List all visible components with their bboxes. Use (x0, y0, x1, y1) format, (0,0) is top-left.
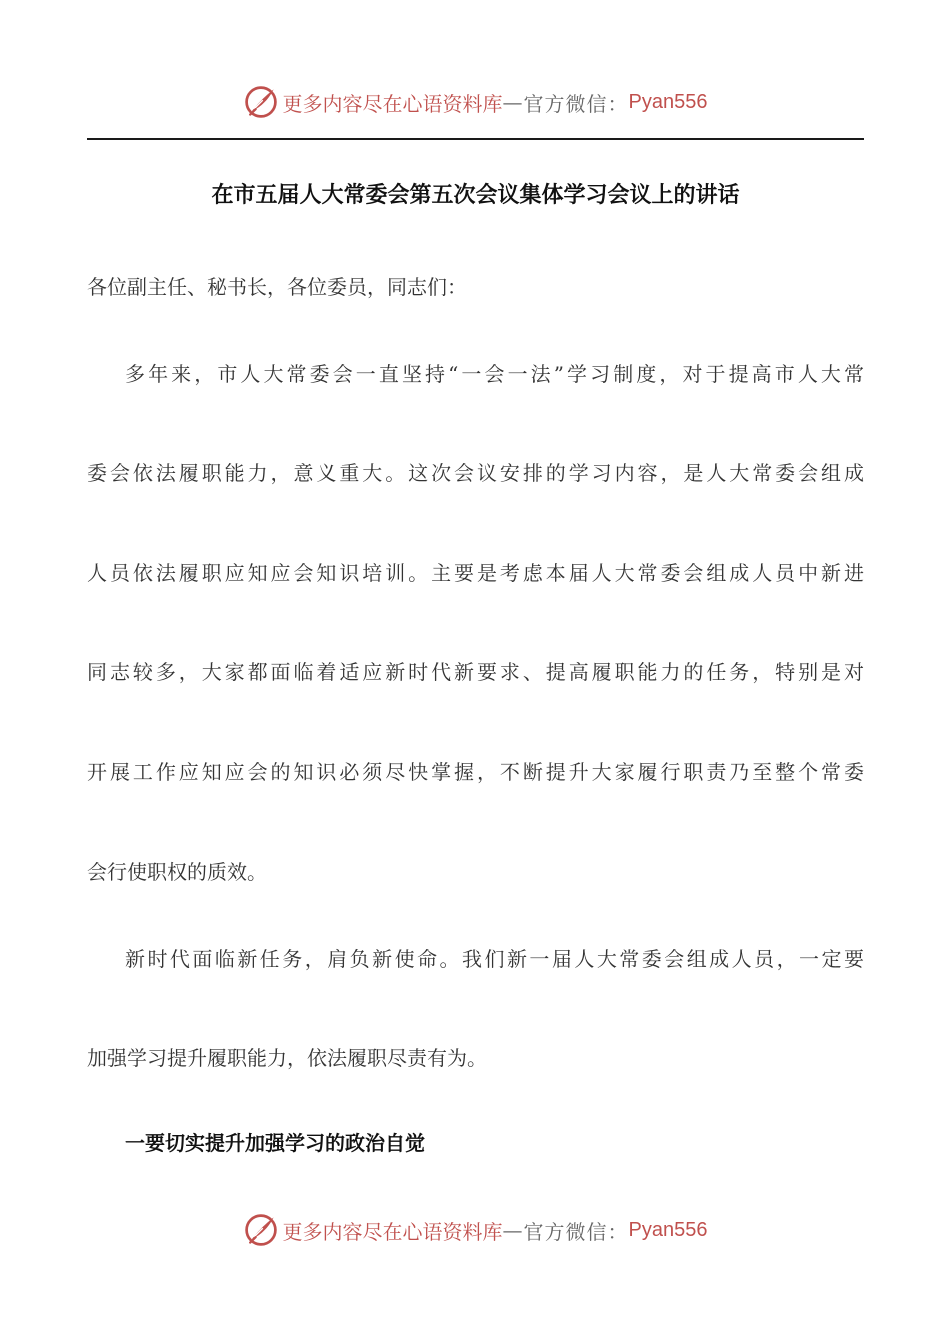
paragraph-1-line-6: 会行使职权的质效。 (87, 860, 267, 884)
banner-separator: — (502, 1218, 524, 1242)
banner-brand-text: 更多内容尽在心语资料库 (282, 91, 503, 116)
banner-official-label: 官方微信： (523, 91, 629, 116)
banner-brand-text: 更多内容尽在心语资料库 (282, 1219, 503, 1244)
quill-pen-logo-icon (243, 84, 279, 120)
paragraph-2-line-1: 新时代面临新任务，肩负新使命。我们新一届人大常委会组成人员，一定要 (125, 947, 864, 971)
paragraph-2-line-2: 加强学习提升履职能力，依法履职尽责有为。 (87, 1046, 487, 1070)
salutation: 各位副主任、秘书长，各位委员，同志们： (87, 275, 467, 299)
document-title: 在市五届人大常委会第五次会议集体学习会议上的讲话 (211, 183, 740, 208)
paragraph-1-line-2: 委会依法履职能力，意义重大。这次会议安排的学习内容，是人大常委会组成 (87, 461, 864, 485)
header-banner (0, 80, 950, 124)
banner-separator: — (502, 90, 524, 114)
section-heading: 一要切实提升加强学习的政治自觉 (125, 1131, 425, 1155)
paragraph-1-line-1: 多年来，市人大常委会一直坚持“一会一法”学习制度，对于提高市人大常 (125, 362, 864, 386)
footer-banner (0, 1208, 950, 1252)
paragraph-1-line-5: 开展工作应知应会的知识必须尽快掌握，不断提升大家履行职责乃至整个常委 (87, 760, 864, 784)
banner-official-label: 官方微信： (523, 1219, 629, 1244)
banner-wechat-id: Pyan556 (628, 1218, 708, 1241)
quill-pen-logo-icon (243, 1212, 279, 1248)
banner-wechat-id: Pyan556 (628, 90, 708, 113)
paragraph-1-line-3: 人员依法履职应知应会知识培训。主要是考虑本届人大常委会组成人员中新进 (87, 561, 864, 585)
header-divider (87, 138, 864, 140)
paragraph-1-line-4: 同志较多，大家都面临着适应新时代新要求、提高履职能力的任务，特别是对 (87, 660, 864, 684)
